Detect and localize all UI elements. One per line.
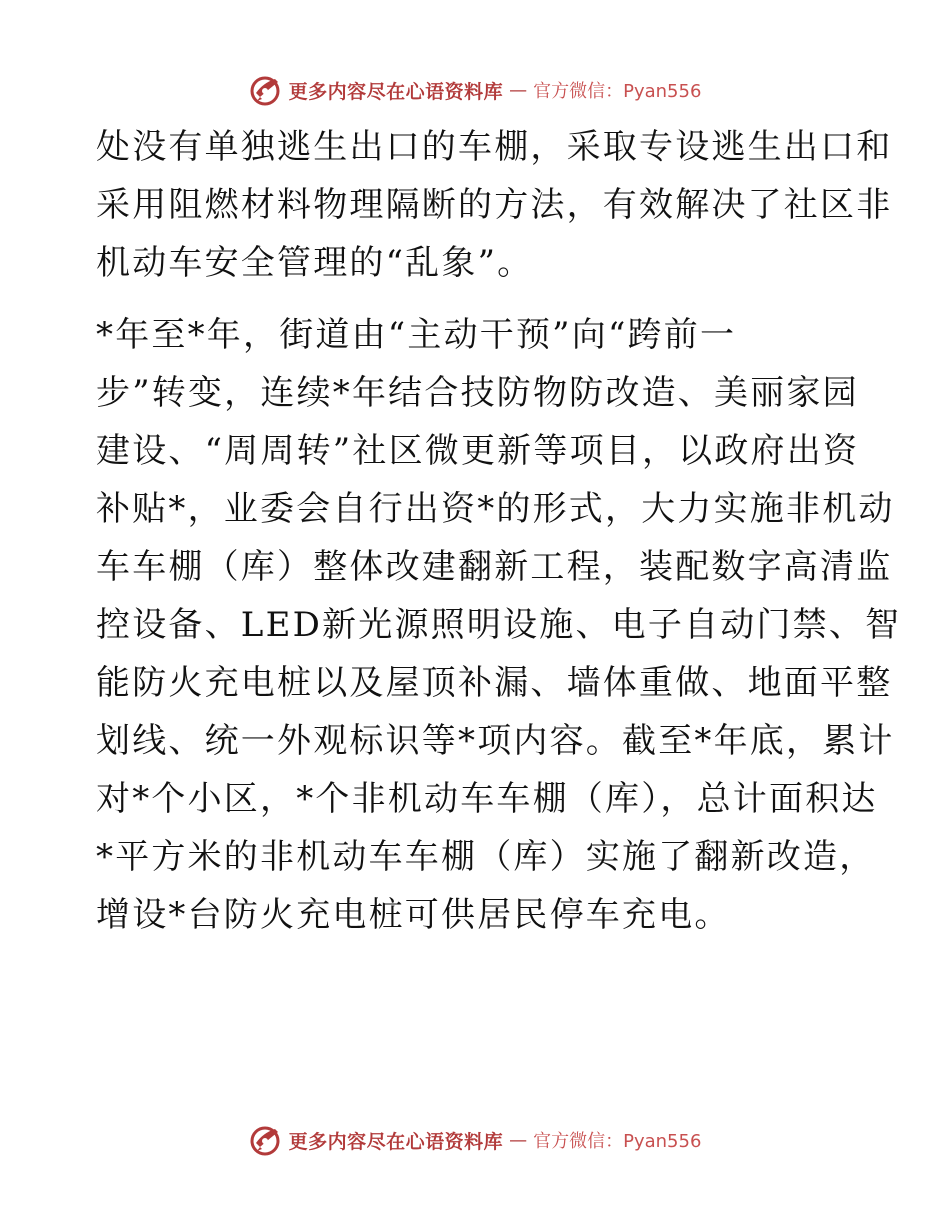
text-line: *平方米的非机动车车棚（库）实施了翻新改造， — [96, 837, 876, 877]
watermark-separator: — — [509, 79, 528, 101]
text-line: 车车棚（库）整体改建翻新工程，装配数字高清监 — [96, 547, 893, 587]
watermark-wechat-text: 官方微信：Pyan556 — [533, 1131, 702, 1152]
text-line: 处没有单独逃生出口的车棚，采取专设逃生出口和 — [96, 127, 893, 167]
watermark-wechat-text: 官方微信：Pyan556 — [533, 81, 702, 102]
text-line: 机动车安全管理的“乱象”。 — [96, 243, 534, 283]
text-line: 划线、统一外观标识等*项内容。截至*年底，累计 — [96, 721, 895, 761]
document-body — [96, 118, 902, 944]
paragraph-1 — [96, 118, 893, 292]
paragraph-2 — [96, 306, 902, 944]
text-line: 采用阻燃材料物理隔断的方法，有效解决了社区非 — [96, 185, 893, 225]
text-line: *年至*年，街道由“主动干预”向“跨前一 — [96, 315, 737, 355]
text-line: 补贴*，业委会自行出资*的形式，大力实施非机动 — [96, 489, 895, 529]
watermark-separator: — — [509, 1129, 528, 1151]
text-line: 建设、“周周转”社区微更新等项目，以政府出资 — [96, 431, 860, 471]
watermark-main-text: 更多内容尽在心语资料库 — [288, 80, 504, 103]
text-line: 能防火充电桩以及屋顶补漏、墙体重做、地面平整 — [96, 663, 893, 703]
header-watermark — [0, 72, 950, 108]
text-line: 步”转变，连续*年结合技防物防改造、美丽家园 — [96, 373, 859, 413]
pen-logo-icon — [249, 73, 283, 107]
footer-watermark — [0, 1122, 950, 1158]
text-line: 对*个小区，*个非机动车车棚（库），总计面积达 — [96, 779, 878, 819]
text-line: 增设*台防火充电桩可供居民停车充电。 — [96, 895, 731, 935]
text-line: 控设备、LED新光源照明设施、电子自动门禁、智 — [96, 605, 902, 645]
pen-logo-icon — [249, 1123, 283, 1157]
watermark-main-text: 更多内容尽在心语资料库 — [288, 1130, 504, 1153]
